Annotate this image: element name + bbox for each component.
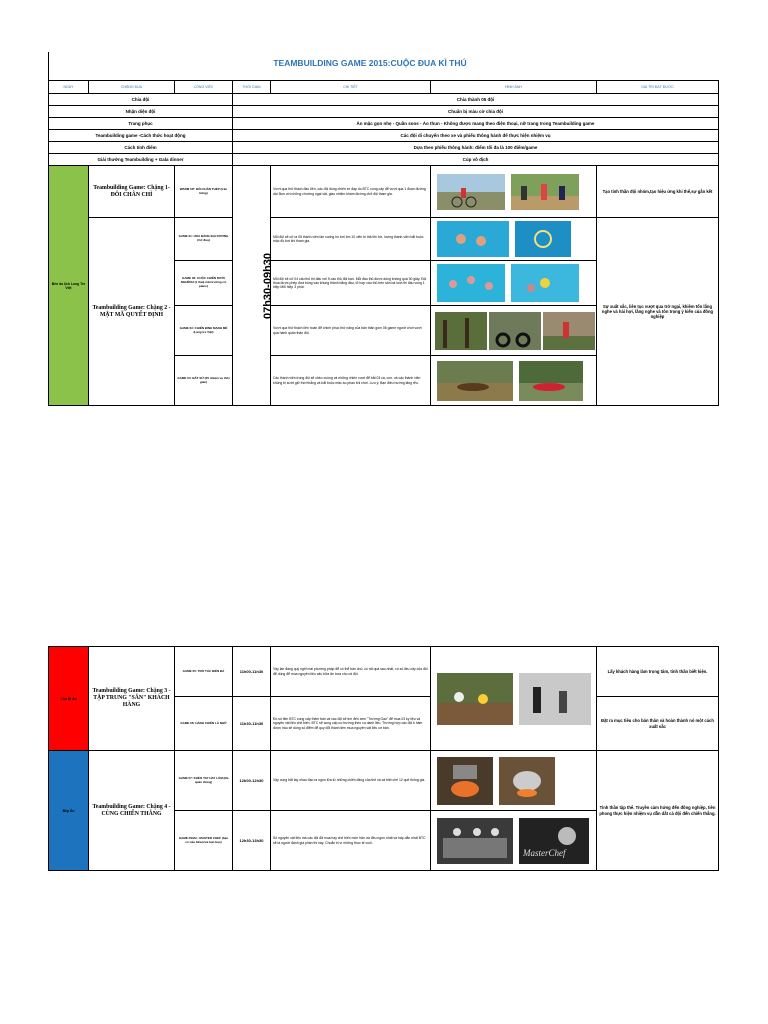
col-task: CÔNG VIỆC bbox=[175, 81, 233, 94]
game-name: GAME 07: KHÉO TAY HAY LÀM (Ra quán thống) bbox=[175, 751, 233, 811]
game-name: GAME FINAL: MASTER CHEF (bạn có nấu bữa,trưa bạn bạo) bbox=[175, 811, 233, 871]
info-label: Trang phục bbox=[49, 118, 233, 130]
info-value: Ăn mặc gọn nhẹ - Quần soos - Áo thun - Không được mang theo điện thoại, nữ trang trong Teambuilding game bbox=[233, 118, 719, 130]
col-value: GIÁ TRỊ ĐẠT ĐƯỢC bbox=[597, 81, 719, 94]
obstacle-field-photo bbox=[543, 312, 595, 350]
stage-label: Teambuilding Game: Chặng 3 - TẬP TRUNG "SĂN" KHÁCH HÀNG bbox=[89, 647, 175, 751]
info-value: Chuẩn bị màu cờ chia đội bbox=[233, 106, 719, 118]
info-row bbox=[49, 118, 719, 130]
photo-cell bbox=[431, 306, 597, 356]
info-row bbox=[49, 154, 719, 166]
time-slot: 12h30-13h30 bbox=[233, 811, 271, 871]
time-slot: 11h30-11h30 bbox=[233, 697, 271, 751]
cooking-pot-photo bbox=[499, 757, 555, 805]
street-team-photo bbox=[519, 673, 591, 725]
photo-cell bbox=[431, 811, 597, 871]
stage-label: Teambuilding Game: Chặng 2 - MẬT MÃ QUYẾT ĐỊNH bbox=[89, 218, 175, 406]
obstacle-photo bbox=[435, 312, 487, 350]
value-text: Tinh thần tập thể. Truyền cảm hứng đến đồng nghiệp, tiên phong thực hiện nhiệm vụ dẫn dắt cả đội đến chiến thắng. bbox=[597, 751, 719, 871]
photo-cell bbox=[431, 166, 597, 218]
time-slot: 11h00-11h30 bbox=[233, 647, 271, 697]
info-row bbox=[49, 94, 719, 106]
time-text: 07h30-09h30 bbox=[262, 252, 275, 319]
time-slot bbox=[233, 166, 275, 406]
info-row bbox=[49, 142, 719, 154]
page-title: TEAMBUILDING GAME 2015:CUỘC ĐUA KÌ THÚ bbox=[273, 58, 467, 68]
svg-text:MasterChef: MasterChef bbox=[523, 847, 566, 858]
col-time: THỜI GIAN bbox=[233, 81, 271, 94]
game-row bbox=[49, 218, 719, 261]
game-detail: Các thành viên trong đội sẽ chèo xuồng và những chiến vượt để bắt 03 cá, con, và các thành viên không bị sướt giữ thời thắng và bắt buộc mặc áo phao khi chơi. Lưu ý: Bạn điều hướng lăng rễu. bbox=[271, 356, 431, 406]
pool-dive-photo bbox=[515, 221, 571, 257]
game-detail: Vượt qua thử thách đầu tiên, các đội dùng chiến xe đạp do BTC cung cấp để vượt qua 1 đoạn đường dài 3km với những chướng ngại vật, giao nhiệm khám đường chở đội tham gia. bbox=[271, 166, 431, 218]
col-day: NGÀY bbox=[49, 81, 89, 94]
value-text: Lấy khách hàng làm trọng tâm, tinh thần biết kiện. bbox=[597, 647, 719, 697]
game-row bbox=[49, 647, 719, 697]
game-name: GAME 04: BẤT SỨ (05 nhiệm vụ thời gian) bbox=[175, 356, 233, 406]
day-label: Bếp Ăn bbox=[49, 751, 89, 871]
info-label: Nhận diện đội bbox=[49, 106, 233, 118]
pool-photo bbox=[437, 221, 509, 257]
game-name: GAME 06: HÀNH CHIẾN LÀ NHỮ bbox=[175, 697, 233, 751]
info-value: Các đội di chuyển theo xe và phiếu thông hành để thực hiện nhiệm vụ bbox=[233, 130, 719, 142]
info-label: Giải thưởng Teambuilding + Gala dinner bbox=[49, 154, 233, 166]
col-stage: CHẶNG ĐUA bbox=[89, 81, 175, 94]
time-slot: 12h00-12h30 bbox=[233, 751, 271, 811]
boat-race-photo bbox=[519, 361, 583, 401]
stage-label: Teambuilding Game: Chặng 1-ĐÔI CHÂN CHÌ bbox=[89, 166, 175, 218]
game-row bbox=[49, 751, 719, 811]
info-row bbox=[49, 130, 719, 142]
photo-cell bbox=[431, 356, 597, 406]
cycling-group-photo bbox=[511, 174, 579, 210]
game-row bbox=[49, 166, 719, 218]
masterchef-logo bbox=[519, 818, 589, 864]
game-detail: Vượt qua thử thách liên hoàn để chinh phục thử năng của bản thân gồm 06 game người chơi vượt qua hành quân thân đội. bbox=[271, 306, 431, 356]
info-value: Chia thành 05 đội bbox=[233, 94, 719, 106]
sheet-edge bbox=[48, 52, 49, 82]
game-detail: Số nguyên vật liệu mà các đội đã mua hay chế biến món hân ưa đều ngon nhất và hấp dẫn nhất BTC sẽ là người đánh giá phần thi này. Chuẩn bị vì những thực tế cuối. bbox=[271, 811, 431, 871]
cycling-photo bbox=[437, 174, 505, 210]
obstacle-tires-photo bbox=[489, 312, 541, 350]
info-label: Cách tính điểm bbox=[49, 142, 233, 154]
day-label: Bến du lịch Lung Tre Việt bbox=[49, 166, 89, 406]
game-detail: Mỗi đội sẽ cử 04 cầu thủ thi đấu với 5 cầu thủ đội bạn. Mỗi đầu thủ được dùng không quá 30 giây. Đội thua được phép đưa bóng vào khung thành bằng đầu, tổ hợp cầu thủ trên sân ba lượt thi đấu vòng 1 hiệp Mỗi hiệp 3 phút. bbox=[271, 261, 431, 306]
info-value: Cúp vô địch bbox=[233, 154, 719, 166]
market-photo bbox=[437, 673, 513, 725]
photo-cell bbox=[431, 751, 597, 811]
game-name: GAME 05: TRỞ TÁC BIỂN ĐÁ bbox=[175, 647, 233, 697]
col-detail: CHI TIẾT bbox=[271, 81, 431, 94]
photo-cell bbox=[431, 218, 597, 261]
game-detail: Vậy cùng bắt tay nhau đạo ra ngon lửa từ những chiến đáng của thế và cá biệt chế 12 quê thống gia. bbox=[271, 751, 431, 811]
fire-cooking-photo bbox=[437, 757, 493, 805]
game-detail: Vậy lần đáng quý nghỉ mai phường pháp để có thể bán chủ, có rất quá sau nhất, có số liều cây của đội để dùng để mua nguyên liệu cấu bữa ăn trưa cho cả đội. bbox=[271, 647, 431, 697]
value-text: Tạo tinh thần đội nhóm,tạo hiệu ứng khi thể,sự gắn kết bbox=[597, 166, 719, 218]
water-polo-photo bbox=[437, 264, 505, 302]
photo-cell bbox=[431, 261, 597, 306]
info-label: Teambuilding game -Cách thức hoạt động bbox=[49, 130, 233, 142]
info-label: Chia đội bbox=[49, 94, 233, 106]
day-label: Cần Bi Ân bbox=[49, 647, 89, 751]
info-value: Dựa theo phiếu thông hành: điểm tối đa là 100 điểm/game bbox=[233, 142, 719, 154]
photo-cell bbox=[431, 647, 597, 751]
boat-photo bbox=[437, 361, 513, 401]
value-text: Đặt ra mục tiêu cho bản thân và hoàn thành nó một cách xuất sắc bbox=[597, 697, 719, 751]
header-row bbox=[49, 81, 719, 94]
info-row bbox=[49, 106, 719, 118]
game-name: GAME 02: CUỘC CHIẾN DƯỚI NGHỀNH (1 thai) mát trường cờ piano) bbox=[175, 261, 233, 306]
game-name: GAME 01: HOA ĐĂNG ĐẠI DƯƠNG (Cờ đua) bbox=[175, 218, 233, 261]
schedule-table-2 bbox=[48, 646, 718, 871]
water-polo-ball-photo bbox=[511, 264, 579, 302]
game-name: WARM UP: ĐÔI CHÂN THÉP (trên bãng) bbox=[175, 166, 233, 218]
kitchen-photo bbox=[437, 818, 513, 864]
stage-label: Teambuilding Game: Chặng 4 - CÙNG CHIẾN THẮNG bbox=[89, 751, 175, 871]
game-detail: Mỗi đội sẽ cử ra 05 thành viên lặn xuống hồ bơi tìm 10 viên bi thả lên bờ, lượng thành viên bắt buộc mặc đồ bơi khi tham gia. bbox=[271, 218, 431, 261]
game-detail: Đồ số tiền BTC cung cấp thêm bán và các đội sẽ tìm đến xem "Trường Gạo" để mua 03 ky liệu và nguyên vật liệu chế biến. BTC sẽ cung cấp cư trường theo cụ danh liệu. Trường hợp các đội k hàm được hầu sẽ dùng số điểm để quy đổi thành tiền mua nguyên vật liệu cơ bản. bbox=[271, 697, 431, 751]
schedule-table-1 bbox=[48, 80, 718, 406]
game-name: GAME 03: CHIẾN BINH MẠNH MẼ (Làng tre Việt) bbox=[175, 306, 233, 356]
value-text: Sự xuất sắc, liên tục vượt qua trở ngại, khiêm tốn lắng nghe và hài hợi, lắng nghe và tôn trọng ý kiến của đồng nghiệp bbox=[597, 218, 719, 406]
col-image: HÌNH ẢNH bbox=[431, 81, 597, 94]
